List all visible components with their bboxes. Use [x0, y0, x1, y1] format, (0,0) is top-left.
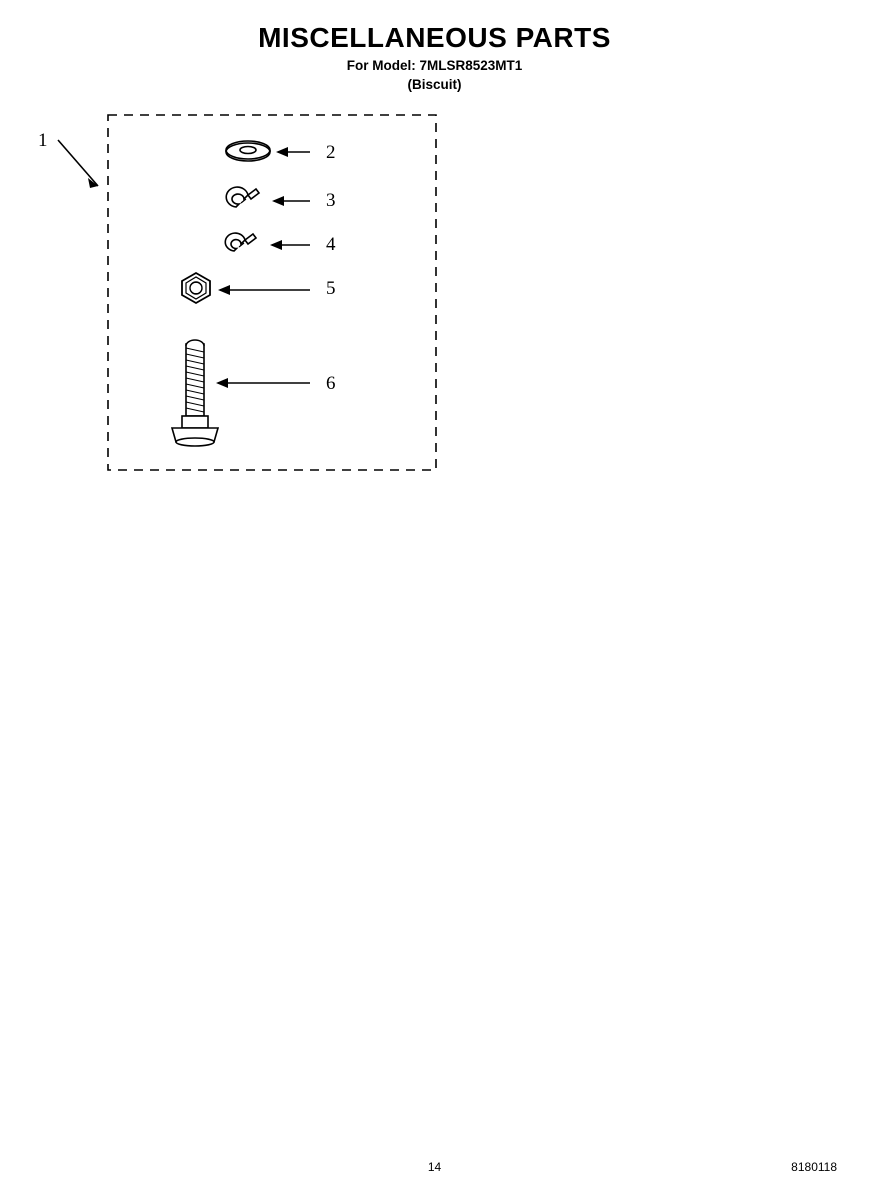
- dashed-parts-group: [108, 115, 436, 470]
- leader-line-5: [218, 285, 310, 295]
- page-number: 14: [427, 1160, 442, 1174]
- part-hex-nut: [182, 273, 210, 303]
- color-line: (Biscuit): [407, 77, 462, 92]
- callout-6: 6: [326, 373, 336, 394]
- part-retaining-clip-small: [225, 233, 256, 251]
- part-retaining-clip-large: [226, 187, 259, 207]
- leader-line-2: [276, 147, 310, 157]
- model-line: For Model: 7MLSR8523MT1: [346, 58, 523, 73]
- document-number: 8180118: [791, 1160, 837, 1174]
- callout-1: 1: [38, 130, 48, 151]
- leader-line-3: [272, 196, 310, 206]
- page-title: MISCELLANEOUS PARTS: [258, 22, 611, 53]
- callout-2: 2: [326, 142, 336, 163]
- leader-line-4: [270, 240, 310, 250]
- leader-line-1: [58, 140, 98, 188]
- callout-4: 4: [326, 234, 336, 255]
- leader-line-6: [216, 378, 310, 388]
- part-leveling-leg-screw: [172, 340, 218, 446]
- callout-3: 3: [326, 190, 336, 211]
- part-flat-washer: [226, 141, 270, 161]
- callout-5: 5: [326, 278, 336, 299]
